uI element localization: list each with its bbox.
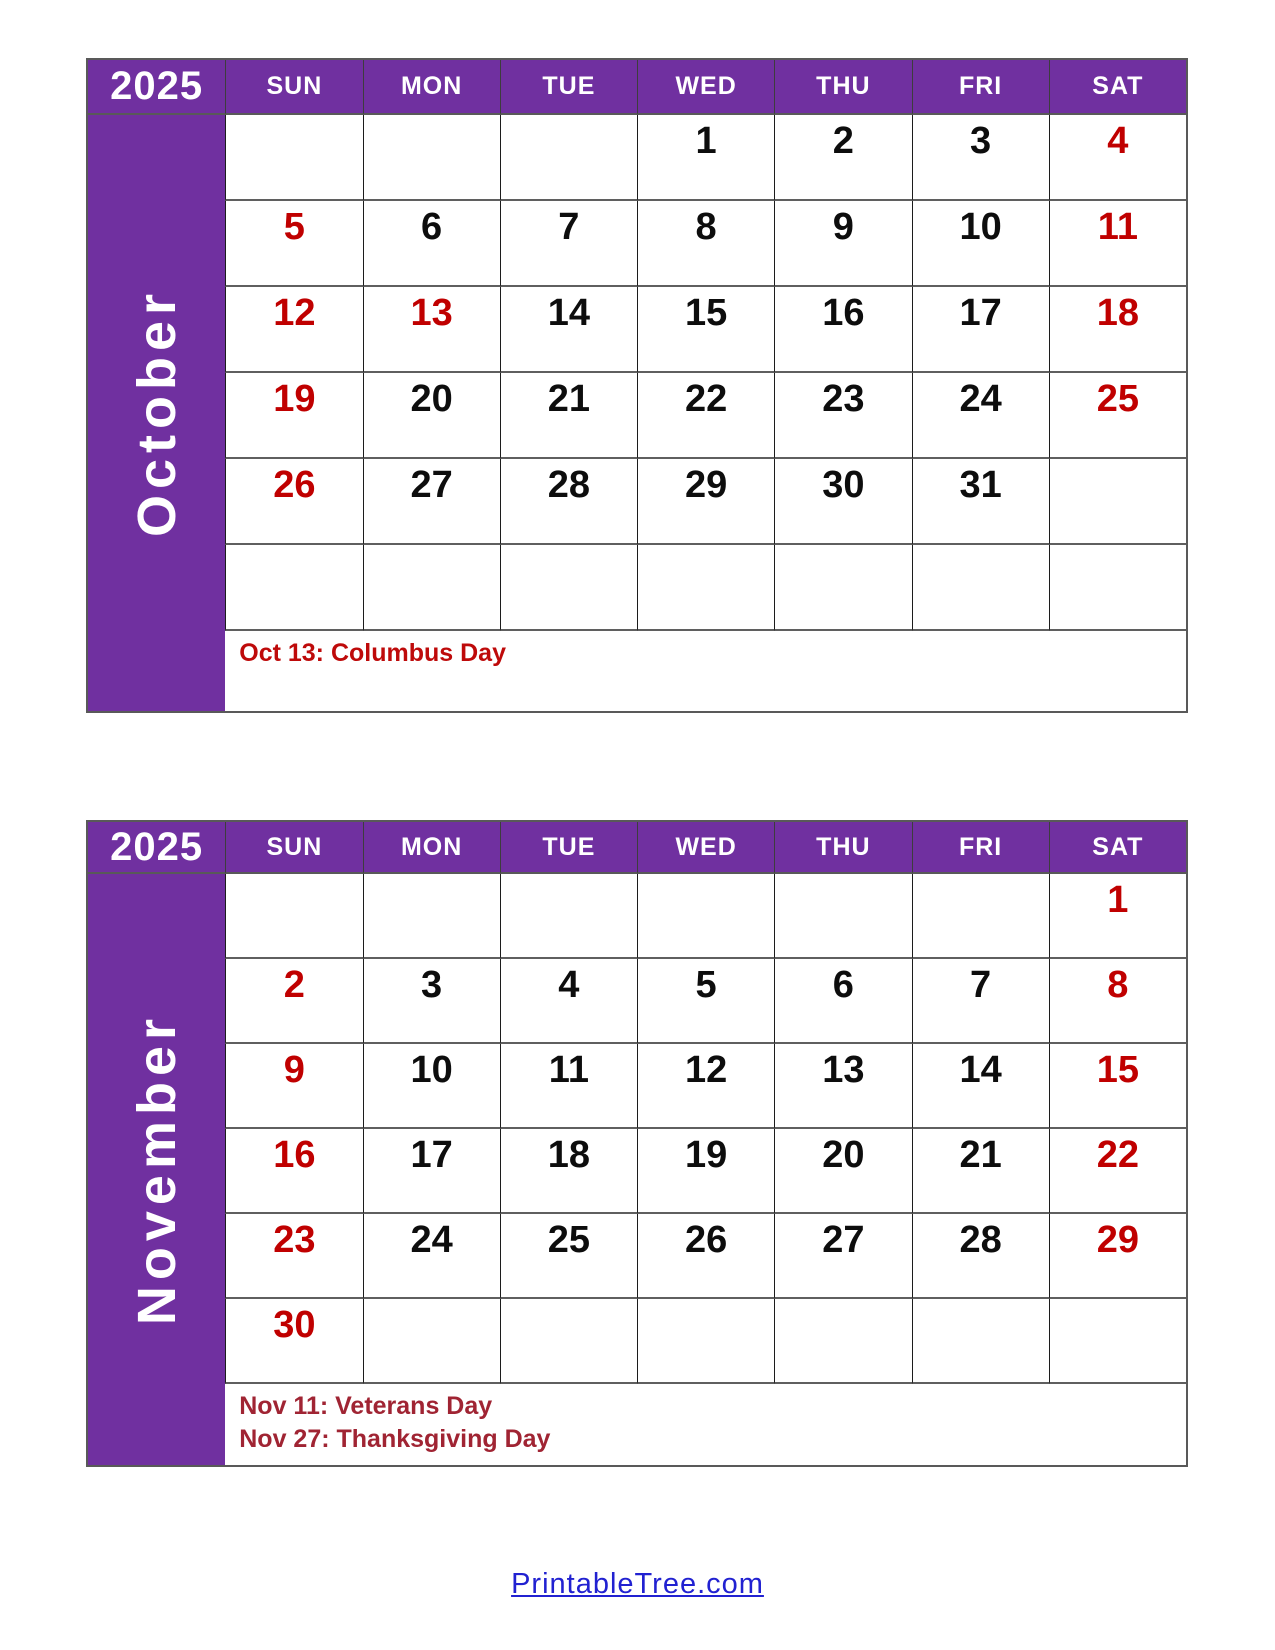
date-cell xyxy=(637,874,774,959)
date-cell: 20 xyxy=(774,1129,911,1214)
date-cell: 7 xyxy=(500,201,637,287)
footer xyxy=(0,1568,1275,1601)
date-cell: 11 xyxy=(1049,201,1186,287)
date-cell: 24 xyxy=(363,1214,500,1299)
date-cell: 2 xyxy=(225,959,362,1044)
date-cell: 17 xyxy=(912,287,1049,373)
day-header-sun: SUN xyxy=(225,60,362,115)
date-cell xyxy=(1049,545,1186,631)
date-cell: 15 xyxy=(1049,1044,1186,1129)
date-cell: 30 xyxy=(774,459,911,545)
date-cell: 6 xyxy=(774,959,911,1044)
date-cell: 17 xyxy=(363,1129,500,1214)
date-cell: 4 xyxy=(500,959,637,1044)
month-band xyxy=(88,874,225,1465)
date-cell: 15 xyxy=(637,287,774,373)
date-cell xyxy=(774,1299,911,1384)
date-cell xyxy=(637,545,774,631)
date-cell: 27 xyxy=(774,1214,911,1299)
date-cell xyxy=(912,1299,1049,1384)
day-header-thu: THU xyxy=(774,822,911,874)
date-cell xyxy=(363,1299,500,1384)
date-cell: 18 xyxy=(500,1129,637,1214)
date-cell xyxy=(912,545,1049,631)
date-cell xyxy=(363,874,500,959)
day-header-sat: SAT xyxy=(1049,60,1186,115)
date-cell xyxy=(363,545,500,631)
date-cell xyxy=(1049,1299,1186,1384)
date-cell: 29 xyxy=(1049,1214,1186,1299)
day-header-fri: FRI xyxy=(912,60,1049,115)
date-cell: 10 xyxy=(363,1044,500,1129)
day-header-fri: FRI xyxy=(912,822,1049,874)
holiday-notes xyxy=(225,631,1186,711)
date-cell xyxy=(500,545,637,631)
date-cell: 8 xyxy=(1049,959,1186,1044)
holiday-notes xyxy=(225,1384,1186,1465)
date-cell: 10 xyxy=(912,201,1049,287)
date-cell: 21 xyxy=(500,373,637,459)
day-header-wed: WED xyxy=(637,822,774,874)
month-label: October xyxy=(126,288,187,538)
date-cell: 1 xyxy=(637,115,774,201)
date-cell xyxy=(1049,459,1186,545)
date-cell xyxy=(774,545,911,631)
holiday-note: Oct 13: Columbus Day xyxy=(239,639,506,667)
date-cell: 14 xyxy=(500,287,637,373)
date-cell xyxy=(637,1299,774,1384)
date-cell xyxy=(774,874,911,959)
date-cell: 19 xyxy=(225,373,362,459)
date-cell xyxy=(912,874,1049,959)
date-cell xyxy=(500,1299,637,1384)
month-label: November xyxy=(126,1013,187,1326)
date-cell: 4 xyxy=(1049,115,1186,201)
date-cell: 26 xyxy=(637,1214,774,1299)
date-cell: 31 xyxy=(912,459,1049,545)
holiday-note: Nov 11: Veterans Day xyxy=(239,1392,493,1420)
date-cell: 12 xyxy=(225,287,362,373)
day-header-tue: TUE xyxy=(500,822,637,874)
date-cell: 13 xyxy=(363,287,500,373)
date-cell: 3 xyxy=(363,959,500,1044)
date-cell: 8 xyxy=(637,201,774,287)
year-label: 2025 xyxy=(88,822,225,874)
day-header-thu: THU xyxy=(774,60,911,115)
year-label: 2025 xyxy=(88,60,225,115)
date-cell: 22 xyxy=(1049,1129,1186,1214)
calendar-november xyxy=(86,820,1188,1467)
date-cell: 30 xyxy=(225,1299,362,1384)
date-cell: 6 xyxy=(363,201,500,287)
date-cell: 5 xyxy=(637,959,774,1044)
holiday-note: Nov 27: Thanksgiving Day xyxy=(239,1424,551,1453)
date-cell xyxy=(225,545,362,631)
date-cell: 16 xyxy=(774,287,911,373)
date-cell: 19 xyxy=(637,1129,774,1214)
date-cell: 13 xyxy=(774,1044,911,1129)
date-cell xyxy=(500,874,637,959)
date-cell: 9 xyxy=(774,201,911,287)
day-header-tue: TUE xyxy=(500,60,637,115)
date-cell: 21 xyxy=(912,1129,1049,1214)
date-cell: 1 xyxy=(1049,874,1186,959)
day-header-sun: SUN xyxy=(225,822,362,874)
date-cell: 2 xyxy=(774,115,911,201)
date-cell: 12 xyxy=(637,1044,774,1129)
date-cell: 16 xyxy=(225,1129,362,1214)
date-cell: 29 xyxy=(637,459,774,545)
date-cell xyxy=(363,115,500,201)
date-cell: 5 xyxy=(225,201,362,287)
date-cell xyxy=(225,874,362,959)
date-cell: 9 xyxy=(225,1044,362,1129)
date-cell xyxy=(225,115,362,201)
month-band xyxy=(88,115,225,711)
footer-link[interactable]: PrintableTree.com xyxy=(511,1568,764,1600)
date-cell xyxy=(500,115,637,201)
date-cell: 7 xyxy=(912,959,1049,1044)
date-cell: 18 xyxy=(1049,287,1186,373)
calendar-october xyxy=(86,58,1188,713)
date-cell: 25 xyxy=(1049,373,1186,459)
day-header-mon: MON xyxy=(363,822,500,874)
date-cell: 27 xyxy=(363,459,500,545)
date-cell: 28 xyxy=(500,459,637,545)
date-cell: 14 xyxy=(912,1044,1049,1129)
date-cell: 3 xyxy=(912,115,1049,201)
date-cell: 23 xyxy=(774,373,911,459)
date-cell: 28 xyxy=(912,1214,1049,1299)
date-cell: 22 xyxy=(637,373,774,459)
date-cell: 23 xyxy=(225,1214,362,1299)
day-header-mon: MON xyxy=(363,60,500,115)
date-cell: 20 xyxy=(363,373,500,459)
date-cell: 24 xyxy=(912,373,1049,459)
date-cell: 26 xyxy=(225,459,362,545)
date-cell: 11 xyxy=(500,1044,637,1129)
date-cell: 25 xyxy=(500,1214,637,1299)
day-header-wed: WED xyxy=(637,60,774,115)
day-header-sat: SAT xyxy=(1049,822,1186,874)
